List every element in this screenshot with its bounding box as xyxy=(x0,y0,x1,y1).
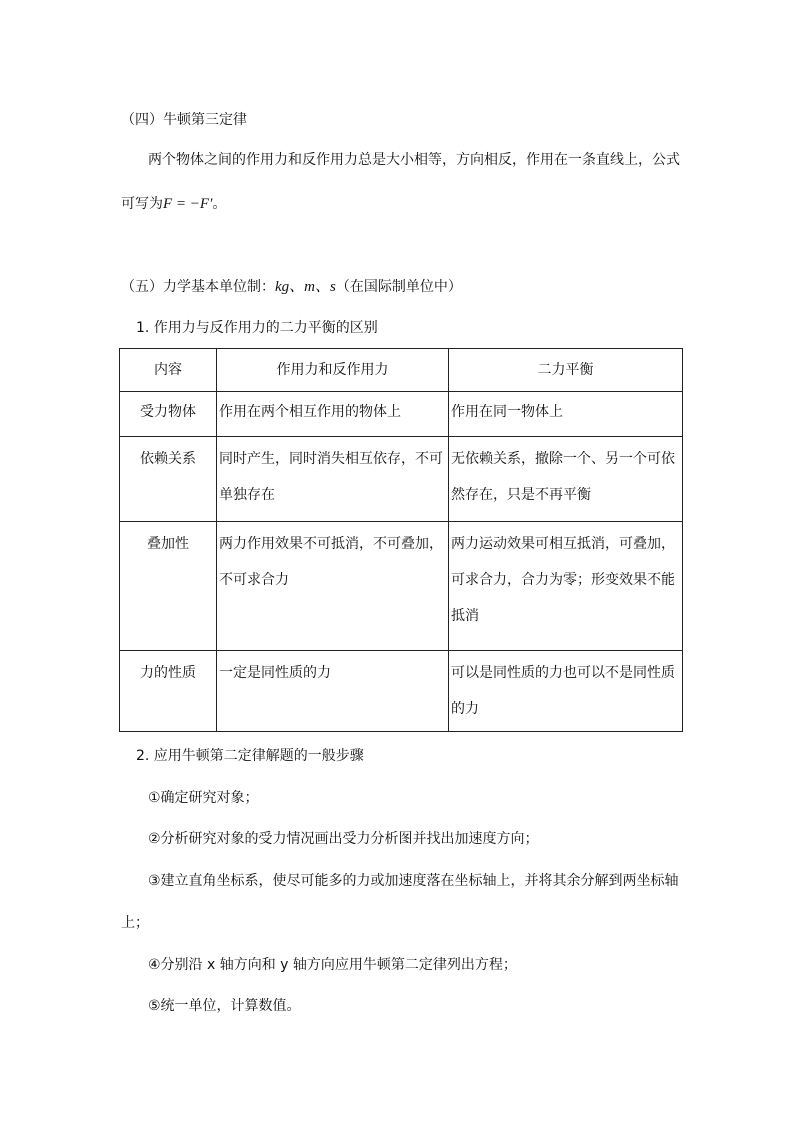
comparison-table xyxy=(119,348,683,732)
table-header-cell: 作用力和反作用力 xyxy=(217,349,449,392)
section-4-paragraph-line2 xyxy=(121,194,226,214)
section-4-heading: （四）牛顿第三定律 xyxy=(121,112,247,128)
section-4-paragraph-line1: 两个物体之间的作用力和反作用力总是大小相等，方向相反，作用在一条直线上，公式 xyxy=(148,152,680,168)
table-cell: 可以是同性质的力也可以不是同性质的力 xyxy=(449,651,683,732)
table-cell: 依赖关系 xyxy=(120,437,217,522)
step-3-line2: 上； xyxy=(121,915,149,931)
table-cell: 力的性质 xyxy=(120,651,217,732)
base-units: kg、m、s xyxy=(275,279,336,295)
table-cell: 受力物体 xyxy=(120,392,217,437)
table-cell: 无依赖关系，撤除一个、另一个可依然存在，只是不再平衡 xyxy=(449,437,683,522)
table-cell: 叠加性 xyxy=(120,522,217,651)
step-1: ①确定研究对象； xyxy=(148,790,259,806)
step-3-line1: ③建立直角坐标系，使尽可能多的力或加速度落在坐标轴上，并将其余分解到两坐标轴 xyxy=(148,873,679,889)
formula-prefix: 可写为 xyxy=(121,196,163,212)
table-cell: 两力作用效果不可抵消，不可叠加，不可求合力 xyxy=(217,522,449,651)
step-4: ④分别沿 x 轴方向和 y 轴方向应用牛顿第二定律列出方程； xyxy=(148,957,517,973)
section-5-heading-prefix: （五）力学基本单位制： xyxy=(121,279,275,295)
table-cell: 两力运动效果可相互抵消，可叠加，可求合力，合力为零；形变效果不能抵消 xyxy=(449,522,683,651)
section-5-heading-suffix: （在国际制单位中） xyxy=(335,279,462,295)
item-1-title: 1. 作用力与反作用力的二力平衡的区别 xyxy=(136,320,378,336)
table-row xyxy=(120,522,683,651)
item-2-title: 2. 应用牛顿第二定律解题的一般步骤 xyxy=(136,748,364,764)
table-header-cell: 二力平衡 xyxy=(449,349,683,392)
table-header-row xyxy=(120,349,683,392)
table-cell: 同时产生，同时消失相互依存，不可单独存在 xyxy=(217,437,449,522)
step-2: ②分析研究对象的受力情况画出受力分析图并找出加速度方向； xyxy=(148,831,539,847)
table-cell: 一定是同性质的力 xyxy=(217,651,449,732)
table-row xyxy=(120,651,683,732)
table-row xyxy=(120,437,683,522)
newton-third-law-formula: F = −F′ xyxy=(163,196,213,212)
table-header-cell: 内容 xyxy=(120,349,217,392)
step-5: ⑤统一单位，计算数值。 xyxy=(148,998,301,1014)
table-row xyxy=(120,392,683,437)
section-5-heading xyxy=(121,277,462,297)
table-cell: 作用在同一物体上 xyxy=(449,392,683,437)
formula-suffix: 。 xyxy=(212,196,227,212)
table-cell: 作用在两个相互作用的物体上 xyxy=(217,392,449,437)
